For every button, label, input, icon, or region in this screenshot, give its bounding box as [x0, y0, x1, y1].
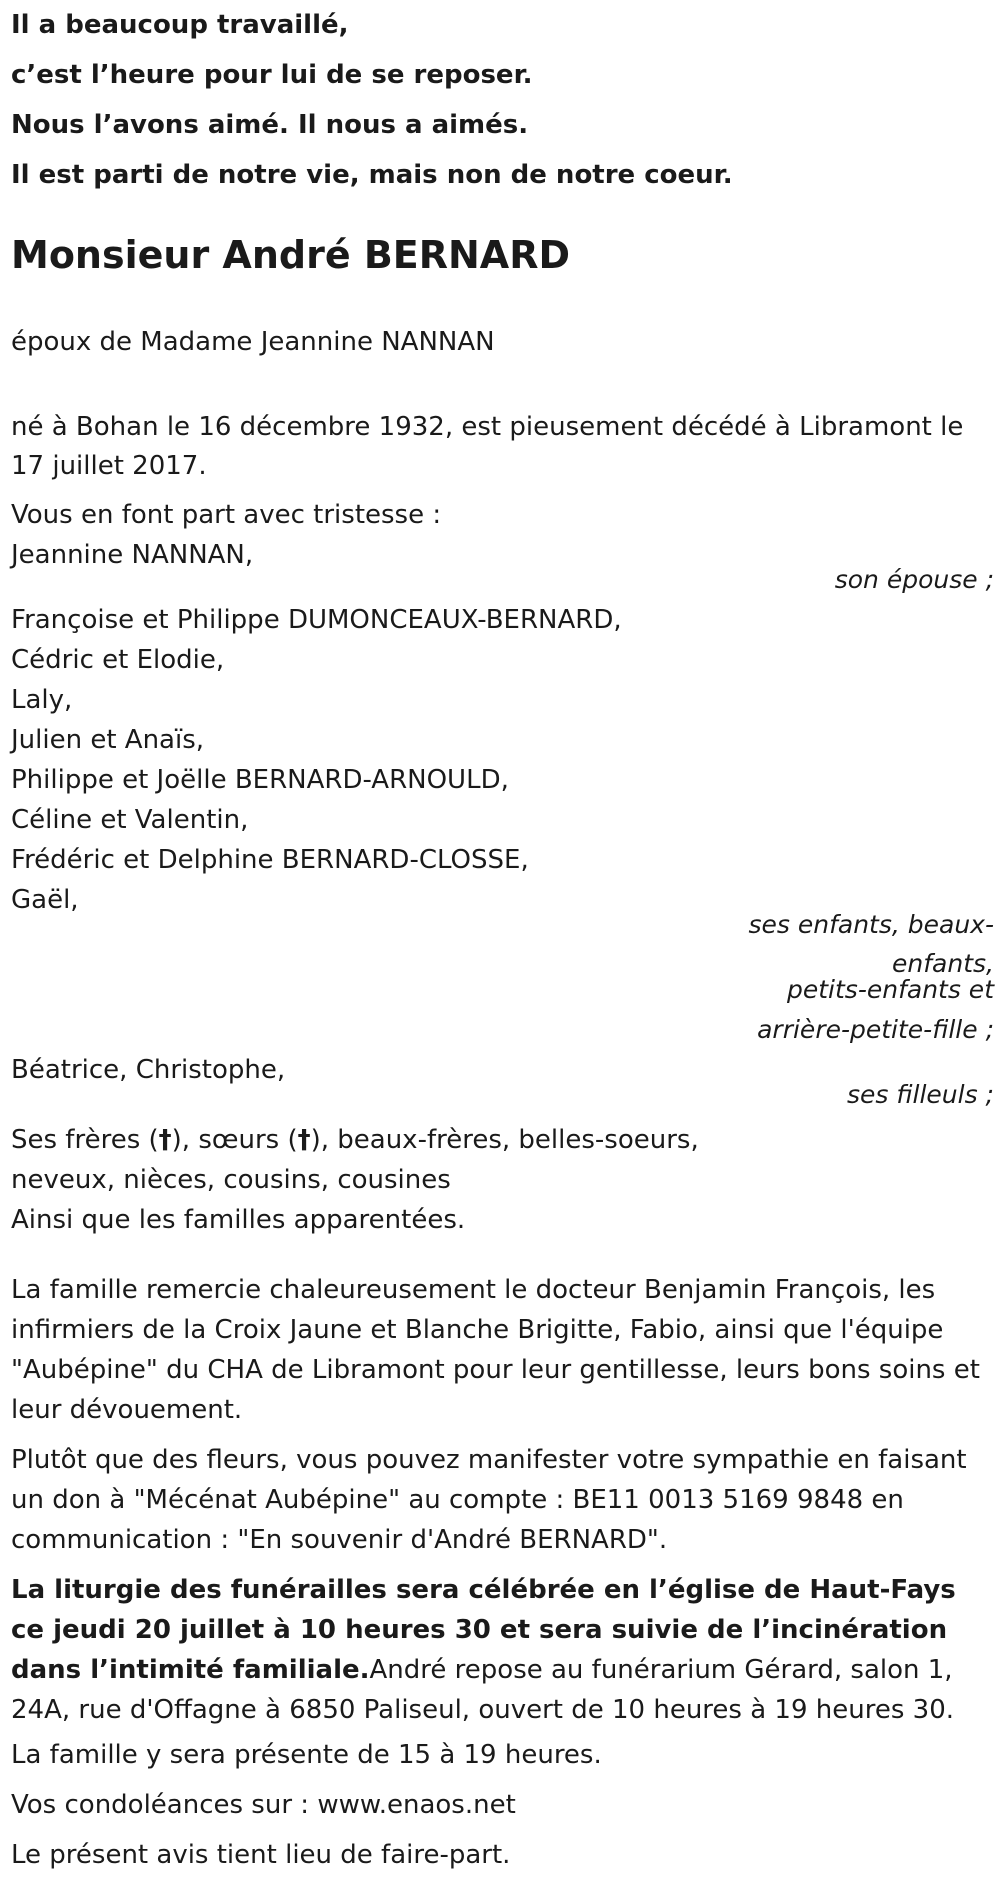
role-children-line: ses enfants, beaux- — [748, 910, 994, 939]
role-godchildren: ses filleuls ; — [847, 1080, 994, 1109]
child-line: Gaël, — [11, 885, 79, 915]
poem-line-3: Nous l’avons aimé. Il nous a aimés. — [11, 110, 529, 140]
notice: Le présent avis tient lieu de faire-part. — [11, 1840, 511, 1870]
role-children-line: arrière-petite-fille ; — [757, 1015, 994, 1044]
family-presence: La famille y sera présente de 15 à 19 heures. — [11, 1740, 602, 1770]
dagger-symbol: † — [158, 1125, 172, 1155]
donation-paragraph: Plutôt que des fleurs, vous pouvez manifester votre sympathie en faisant un don à "Mécénat Aubépine" au compte : BE11 0013 5169 9848 en communication : "En souvenir d'André BERNARD". — [11, 1445, 967, 1555]
poem-line-1: Il a beaucoup travaillé, — [11, 10, 349, 40]
siblings-part-2: ), sœurs ( — [171, 1125, 298, 1155]
child-line: Cédric et Elodie, — [11, 645, 225, 675]
dagger-symbol: † — [297, 1125, 311, 1155]
birth-death-line-2: 17 juillet 2017. — [11, 451, 207, 481]
funeral-rest-text: André repose au funérarium Gérard, salon 1, 24A, rue d'Offagne à 6850 Paliseul, ouvert de 10 heures à 19 heures 30. — [11, 1655, 955, 1725]
role-children-line: enfants, — [892, 949, 994, 978]
siblings-part-3: ), beaux-frères, belles-soeurs, — [310, 1125, 699, 1155]
poem-line-4: Il est parti de notre vie, mais non de notre coeur. — [11, 160, 733, 190]
siblings-line — [11, 1120, 699, 1160]
spouse-line: époux de Madame Jeannine NANNAN — [11, 327, 495, 357]
condolences: Vos condoléances sur : www.enaos.net — [11, 1790, 516, 1820]
child-line: Philippe et Joëlle BERNARD-ARNOULD, — [11, 765, 509, 795]
role-spouse: son épouse ; — [834, 565, 994, 594]
deceased-name: Monsieur André BERNARD — [11, 233, 571, 277]
role-children-line: petits-enfants et — [787, 975, 994, 1004]
child-line: Laly, — [11, 685, 73, 715]
godchildren: Béatrice, Christophe, — [11, 1055, 286, 1085]
funeral-paragraph — [11, 1570, 996, 1730]
siblings-part-1: Ses frères ( — [11, 1125, 159, 1155]
poem-line-2: c’est l’heure pour lui de se reposer. — [11, 60, 533, 90]
funeral-liturgy-text: La liturgie des funérailles sera célébrée en l’église de Haut-Fays ce jeudi 20 juillet à 10 heures 30 et sera suivie de l’incinération dans l’intimité familiale. — [11, 1575, 956, 1685]
child-line: Françoise et Philippe DUMONCEAUX-BERNARD, — [11, 605, 622, 635]
child-line: Céline et Valentin, — [11, 805, 249, 835]
announce-intro: Vous en font part avec tristesse : — [11, 500, 442, 530]
child-line: Julien et Anaïs, — [11, 725, 205, 755]
birth-death-line-1: né à Bohan le 16 décembre 1932, est pieusement décédé à Libramont le — [11, 412, 964, 442]
relatives-line-1: neveux, nièces, cousins, cousines — [11, 1165, 451, 1195]
child-line: Frédéric et Delphine BERNARD-CLOSSE, — [11, 845, 529, 875]
relatives-line-2: Ainsi que les familles apparentées. — [11, 1205, 466, 1235]
thanks-paragraph: La famille remercie chaleureusement le docteur Benjamin François, les infirmiers de la Croix Jaune et Blanche Brigitte, Fabio, ainsi que l'équipe "Aubépine" du CHA de Libramont pour leur gentillesse, leurs bons soins et leur dévouement. — [11, 1275, 980, 1425]
spouse-name: Jeannine NANNAN, — [11, 540, 254, 570]
